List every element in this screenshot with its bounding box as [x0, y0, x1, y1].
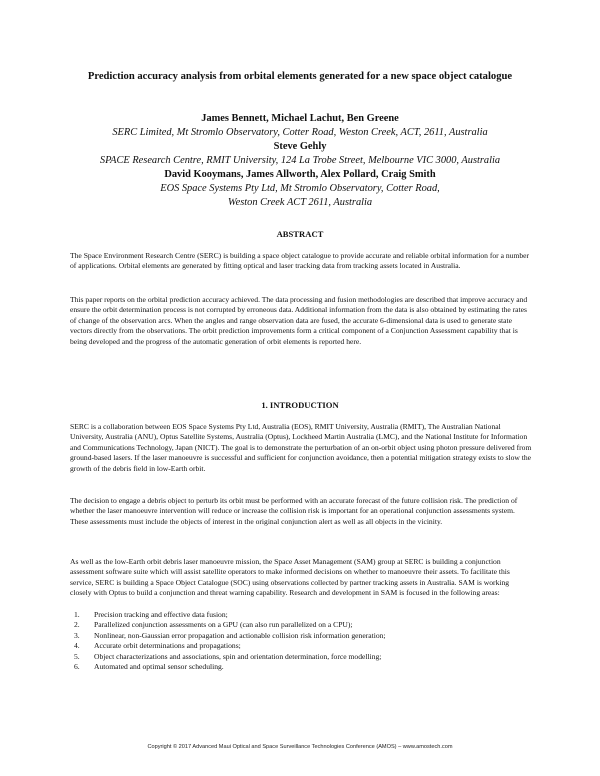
author-names: Steve Gehly [273, 141, 327, 152]
abstract-paragraph: The Space Environment Research Centre (SERC) is building a space object catalogue to provide accurate and reliable orbital information for a number of applications. Orbital elements are generated by fitting optical and laser tracking data from tracking assets located in Australia. [70, 251, 530, 271]
author-names: David Kooymans, James Allworth, Alex Pollard, Craig Smith [164, 169, 436, 180]
research-areas-list [70, 610, 532, 672]
list-item-text: Parallelized conjunction assessments on a GPU (can also run parallelized on a CPU); [94, 620, 353, 630]
abstract-heading: ABSTRACT [276, 229, 324, 239]
list-item-text: Object characterizations and associations, spin and orientation determination, force modelling; [94, 651, 382, 661]
author-affiliation: EOS Space Systems Pty Ltd, Mt Stromlo Observatory, Cotter Road, Weston Creek ACT 2611, Australia [160, 183, 440, 208]
list-item [70, 631, 532, 641]
list-item-number: 6. [74, 662, 80, 672]
body-paragraph: As well as the low-Earth orbit debris laser manoeuvre mission, the Space Asset Management (SAM) group at SERC is building a conjunction assessment software suite which will assist satellite operators to make informed decisions on whether to manoeuvre their assets. To facilitate this service, SERC is building a Space Object Catalogue (SOC) using observations collected by partner tracking assets in Australia. SAM is working closely with Optus to build a conjunction and threat warning capability. Research and development in SAM is focused in the following areas: [70, 557, 510, 598]
body-paragraph: SERC is a collaboration between EOS Space Systems Pty Ltd, Australia (EOS), RMIT University, Australia (RMIT), The Australian National University, Australia (ANU), Optus Satellite Systems, Australia (Optus), Lockheed Martin Australia (LMC), and the National Institute for Information and Communications Technology, Japan (NICT). The goal is to demonstrate the perturbation of an on-orbit object using photon pressure delivered from ground-based lasers. If the laser manoeuvre is successful and sufficient for conjunction avoidance, then a potential mitigation strategy exists to slow the growth of the debris field in low-Earth orbit. [70, 422, 532, 473]
author-names: James Bennett, Michael Lachut, Ben Greene [201, 113, 399, 124]
list-item [70, 620, 532, 630]
copyright-footer: Copyright © 2017 Advanced Maui Optical and Space Surveillance Technologies Conference (AMOS) – www.amostech.com [147, 744, 453, 750]
list-item-text: Nonlinear, non-Gaussian error propagation and actionable collision risk information generation; [94, 630, 386, 640]
author-affiliation: SERC Limited, Mt Stromlo Observatory, Cotter Road, Weston Creek, ACT, 2611, Australia [112, 127, 488, 138]
list-item-number: 2. [74, 620, 80, 630]
list-item [70, 641, 532, 651]
introduction-heading: 1. INTRODUCTION [261, 400, 339, 410]
list-item [70, 662, 532, 672]
list-item-text: Accurate orbit determinations and propagations; [94, 641, 241, 651]
list-item-number: 4. [74, 641, 80, 651]
paper-title: Prediction accuracy analysis from orbital elements generated for a new space object catalogue [87, 71, 513, 82]
list-item-number: 5. [74, 651, 80, 661]
list-item-number: 3. [74, 630, 80, 640]
list-item [70, 652, 532, 662]
author-affiliation: SPACE Research Centre, RMIT University, 124 La Trobe Street, Melbourne VIC 3000, Australia [99, 155, 501, 166]
list-item [70, 610, 532, 620]
list-item-number: 1. [74, 610, 80, 619]
list-item-text: Precision tracking and effective data fusion; [94, 610, 228, 619]
body-paragraph: The decision to engage a debris object to perturb its orbit must be performed with an accurate forecast of the future collision risk. The prediction of whether the laser manoeuvre intervention will reduce or increase the collision risk is important for an operational conjunction assessments system. These assessments must include the objects of interest in the original conjunction alert as well as all objects in the vicinity. [70, 496, 518, 526]
list-item-text: Automated and optimal sensor scheduling. [94, 662, 224, 672]
abstract-paragraph: This paper reports on the orbital prediction accuracy achieved. The data processing and fusion methodologies are described that improve accuracy and ensure the orbit determination process is not corrupted by erroneous data. Additional information from the data is also obtained by estimating the rates of change of the observation arcs. When the angles and range observation data are fused, the accurate 6-dimensional data is used to generate state vectors directly from the observations. The orbit prediction improvements form a critical component of a Conjunction Assessment capability that is being developed and the progress of the automatic generation of orbit elements is reported here. [70, 295, 528, 346]
